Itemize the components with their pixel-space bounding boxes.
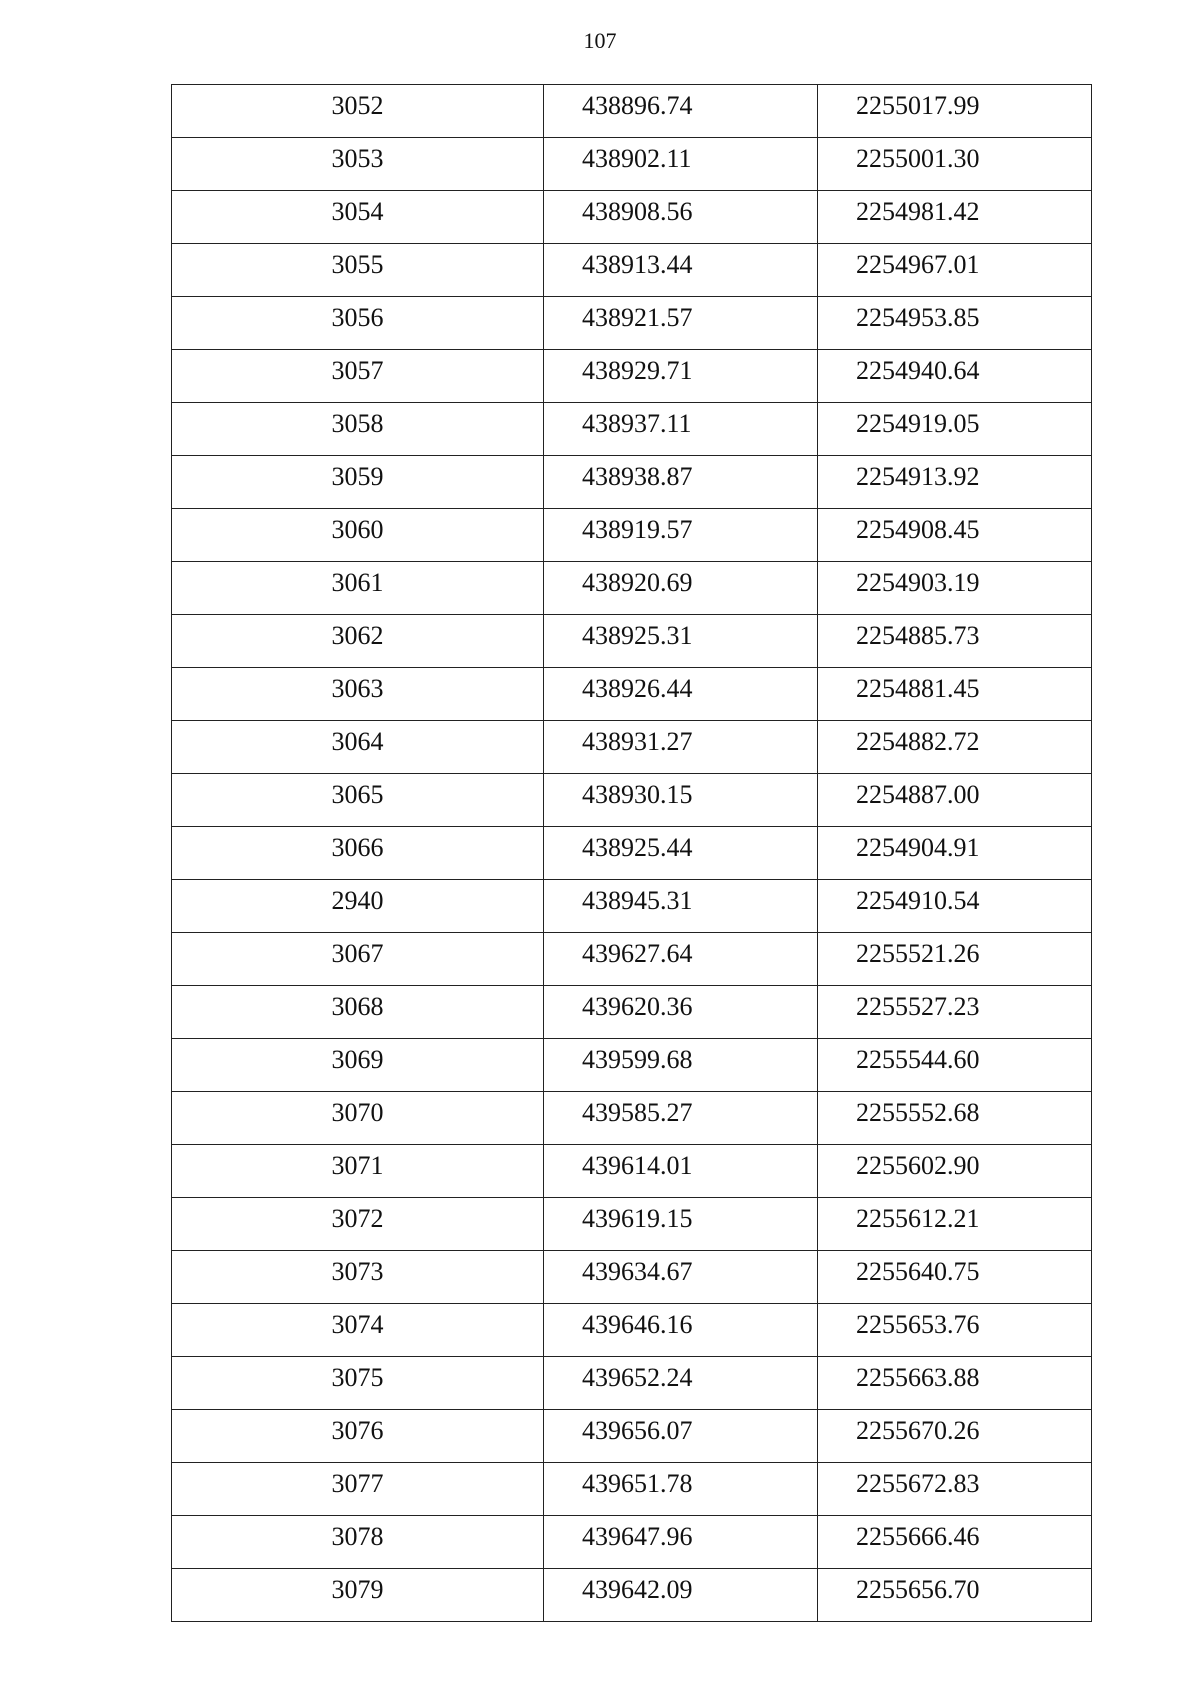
x-coordinate-cell	[544, 1410, 818, 1463]
cell-text: 439614.01	[582, 1151, 693, 1180]
cell-text: 3063	[331, 674, 384, 703]
y-coordinate-cell	[818, 1516, 1092, 1569]
x-coordinate-cell	[544, 350, 818, 403]
point-id-cell	[172, 138, 544, 191]
table-row	[172, 1251, 1092, 1304]
point-id-cell	[172, 1304, 544, 1357]
cell-text: 2254981.42	[856, 197, 980, 226]
x-coordinate-cell	[544, 1039, 818, 1092]
table-row	[172, 1198, 1092, 1251]
cell-text: 3059	[331, 462, 384, 491]
y-coordinate-cell	[818, 827, 1092, 880]
cell-text: 3073	[331, 1257, 384, 1286]
point-id-cell	[172, 403, 544, 456]
table-row	[172, 456, 1092, 509]
x-coordinate-cell	[544, 1198, 818, 1251]
point-id-cell	[172, 615, 544, 668]
cell-text: 2254887.00	[856, 780, 980, 809]
cell-text: 438913.44	[582, 250, 693, 279]
y-coordinate-cell	[818, 721, 1092, 774]
cell-text: 2254910.54	[856, 886, 980, 915]
table-row	[172, 509, 1092, 562]
cell-text: 439651.78	[582, 1469, 693, 1498]
y-coordinate-cell	[818, 403, 1092, 456]
x-coordinate-cell	[544, 933, 818, 986]
table-row	[172, 191, 1092, 244]
y-coordinate-cell	[818, 562, 1092, 615]
point-id-cell	[172, 85, 544, 138]
table-row	[172, 85, 1092, 138]
x-coordinate-cell	[544, 1463, 818, 1516]
y-coordinate-cell	[818, 615, 1092, 668]
table-row	[172, 403, 1092, 456]
x-coordinate-cell	[544, 1516, 818, 1569]
table-row	[172, 297, 1092, 350]
cell-text: 3056	[331, 303, 384, 332]
point-id-cell	[172, 562, 544, 615]
table-body	[172, 85, 1092, 1622]
table-row	[172, 668, 1092, 721]
x-coordinate-cell	[544, 1357, 818, 1410]
x-coordinate-cell	[544, 297, 818, 350]
table-row	[172, 721, 1092, 774]
x-coordinate-cell	[544, 403, 818, 456]
cell-text: 439599.68	[582, 1045, 693, 1074]
cell-text: 439627.64	[582, 939, 693, 968]
cell-text: 439619.15	[582, 1204, 693, 1233]
cell-text: 2255612.21	[856, 1204, 980, 1233]
x-coordinate-cell	[544, 244, 818, 297]
table-row	[172, 986, 1092, 1039]
y-coordinate-cell	[818, 1145, 1092, 1198]
x-coordinate-cell	[544, 456, 818, 509]
y-coordinate-cell	[818, 509, 1092, 562]
y-coordinate-cell	[818, 1251, 1092, 1304]
cell-text: 439642.09	[582, 1575, 693, 1604]
x-coordinate-cell	[544, 1251, 818, 1304]
point-id-cell	[172, 1357, 544, 1410]
x-coordinate-cell	[544, 668, 818, 721]
cell-text: 2254967.01	[856, 250, 980, 279]
cell-text: 3071	[331, 1151, 384, 1180]
cell-text: 2255017.99	[856, 91, 980, 120]
point-id-cell	[172, 774, 544, 827]
point-id-cell	[172, 933, 544, 986]
cell-text: 3067	[331, 939, 384, 968]
point-id-cell	[172, 1039, 544, 1092]
point-id-cell	[172, 1569, 544, 1622]
cell-text: 2254903.19	[856, 568, 980, 597]
table-row	[172, 615, 1092, 668]
x-coordinate-cell	[544, 1145, 818, 1198]
y-coordinate-cell	[818, 1463, 1092, 1516]
point-id-cell	[172, 350, 544, 403]
cell-text: 2254885.73	[856, 621, 980, 650]
y-coordinate-cell	[818, 244, 1092, 297]
x-coordinate-cell	[544, 615, 818, 668]
point-id-cell	[172, 1145, 544, 1198]
cell-text: 2254904.91	[856, 833, 980, 862]
point-id-cell	[172, 1410, 544, 1463]
coordinates-table	[171, 84, 1092, 1622]
cell-text: 438920.69	[582, 568, 693, 597]
table-row	[172, 244, 1092, 297]
point-id-cell	[172, 1463, 544, 1516]
cell-text: 438926.44	[582, 674, 693, 703]
cell-text: 438945.31	[582, 886, 693, 915]
point-id-cell	[172, 827, 544, 880]
y-coordinate-cell	[818, 456, 1092, 509]
table-row	[172, 1463, 1092, 1516]
cell-text: 438937.11	[582, 409, 692, 438]
page-number: 107	[583, 28, 617, 53]
cell-text: 3070	[331, 1098, 384, 1127]
y-coordinate-cell	[818, 1039, 1092, 1092]
x-coordinate-cell	[544, 85, 818, 138]
y-coordinate-cell	[818, 1410, 1092, 1463]
cell-text: 438929.71	[582, 356, 693, 385]
cell-text: 439585.27	[582, 1098, 693, 1127]
table-row	[172, 774, 1092, 827]
cell-text: 2255521.26	[856, 939, 980, 968]
cell-text: 2254908.45	[856, 515, 980, 544]
cell-text: 438902.11	[582, 144, 692, 173]
cell-text: 3065	[331, 780, 384, 809]
point-id-cell	[172, 986, 544, 1039]
table-row	[172, 933, 1092, 986]
cell-text: 2255670.26	[856, 1416, 980, 1445]
cell-text: 3075	[331, 1363, 384, 1392]
x-coordinate-cell	[544, 827, 818, 880]
y-coordinate-cell	[818, 774, 1092, 827]
y-coordinate-cell	[818, 1357, 1092, 1410]
cell-text: 438925.31	[582, 621, 693, 650]
x-coordinate-cell	[544, 880, 818, 933]
cell-text: 3061	[331, 568, 384, 597]
cell-text: 2254919.05	[856, 409, 980, 438]
cell-text: 2255640.75	[856, 1257, 980, 1286]
cell-text: 2255653.76	[856, 1310, 980, 1339]
x-coordinate-cell	[544, 562, 818, 615]
point-id-cell	[172, 1251, 544, 1304]
cell-text: 438930.15	[582, 780, 693, 809]
point-id-cell	[172, 1198, 544, 1251]
cell-text: 438919.57	[582, 515, 693, 544]
cell-text: 2255663.88	[856, 1363, 980, 1392]
point-id-cell	[172, 1092, 544, 1145]
cell-text: 2254913.92	[856, 462, 980, 491]
cell-text: 439646.16	[582, 1310, 693, 1339]
cell-text: 438925.44	[582, 833, 693, 862]
cell-text: 439656.07	[582, 1416, 693, 1445]
y-coordinate-cell	[818, 138, 1092, 191]
x-coordinate-cell	[544, 509, 818, 562]
point-id-cell	[172, 509, 544, 562]
table-row	[172, 138, 1092, 191]
cell-text: 3053	[331, 144, 384, 173]
x-coordinate-cell	[544, 191, 818, 244]
table-row	[172, 1092, 1092, 1145]
cell-text: 3078	[331, 1522, 384, 1551]
cell-text: 3077	[331, 1469, 384, 1498]
cell-text: 3068	[331, 992, 384, 1021]
x-coordinate-cell	[544, 1092, 818, 1145]
x-coordinate-cell	[544, 1569, 818, 1622]
point-id-cell	[172, 668, 544, 721]
cell-text: 2255666.46	[856, 1522, 980, 1551]
x-coordinate-cell	[544, 721, 818, 774]
table-row	[172, 827, 1092, 880]
y-coordinate-cell	[818, 880, 1092, 933]
cell-text: 439634.67	[582, 1257, 693, 1286]
cell-text: 3064	[331, 727, 384, 756]
cell-text: 2254882.72	[856, 727, 980, 756]
table-row	[172, 1569, 1092, 1622]
y-coordinate-cell	[818, 1569, 1092, 1622]
point-id-cell	[172, 244, 544, 297]
cell-text: 2255527.23	[856, 992, 980, 1021]
table-row	[172, 1304, 1092, 1357]
point-id-cell	[172, 191, 544, 244]
table-row	[172, 1145, 1092, 1198]
cell-text: 3055	[331, 250, 384, 279]
cell-text: 3057	[331, 356, 384, 385]
cell-text: 3076	[331, 1416, 384, 1445]
cell-text: 2254881.45	[856, 674, 980, 703]
cell-text: 2255656.70	[856, 1575, 980, 1604]
x-coordinate-cell	[544, 138, 818, 191]
cell-text: 2255552.68	[856, 1098, 980, 1127]
cell-text: 3069	[331, 1045, 384, 1074]
cell-text: 2255602.90	[856, 1151, 980, 1180]
y-coordinate-cell	[818, 986, 1092, 1039]
table-row	[172, 1357, 1092, 1410]
cell-text: 2254953.85	[856, 303, 980, 332]
point-id-cell	[172, 297, 544, 350]
cell-text: 438896.74	[582, 91, 693, 120]
y-coordinate-cell	[818, 1198, 1092, 1251]
y-coordinate-cell	[818, 191, 1092, 244]
cell-text: 438931.27	[582, 727, 693, 756]
table-row	[172, 1039, 1092, 1092]
cell-text: 3072	[331, 1204, 384, 1233]
cell-text: 2255544.60	[856, 1045, 980, 1074]
x-coordinate-cell	[544, 986, 818, 1039]
y-coordinate-cell	[818, 85, 1092, 138]
cell-text: 439652.24	[582, 1363, 693, 1392]
x-coordinate-cell	[544, 774, 818, 827]
cell-text: 438908.56	[582, 197, 693, 226]
table-row	[172, 1410, 1092, 1463]
cell-text: 3058	[331, 409, 384, 438]
cell-text: 439620.36	[582, 992, 693, 1021]
cell-text: 3074	[331, 1310, 384, 1339]
cell-text: 2255672.83	[856, 1469, 980, 1498]
table-row	[172, 350, 1092, 403]
cell-text: 3062	[331, 621, 384, 650]
cell-text: 438938.87	[582, 462, 693, 491]
cell-text: 3066	[331, 833, 384, 862]
cell-text: 2940	[331, 886, 384, 915]
point-id-cell	[172, 721, 544, 774]
table-row	[172, 562, 1092, 615]
y-coordinate-cell	[818, 668, 1092, 721]
table-row	[172, 1516, 1092, 1569]
cell-text: 439647.96	[582, 1522, 693, 1551]
point-id-cell	[172, 880, 544, 933]
point-id-cell	[172, 456, 544, 509]
y-coordinate-cell	[818, 350, 1092, 403]
y-coordinate-cell	[818, 1092, 1092, 1145]
y-coordinate-cell	[818, 297, 1092, 350]
cell-text: 3052	[331, 91, 384, 120]
cell-text: 3054	[331, 197, 384, 226]
x-coordinate-cell	[544, 1304, 818, 1357]
y-coordinate-cell	[818, 1304, 1092, 1357]
table-row	[172, 880, 1092, 933]
y-coordinate-cell	[818, 933, 1092, 986]
cell-text: 438921.57	[582, 303, 693, 332]
point-id-cell	[172, 1516, 544, 1569]
cell-text: 2254940.64	[856, 356, 980, 385]
cell-text: 2255001.30	[856, 144, 980, 173]
cell-text: 3079	[331, 1575, 384, 1604]
cell-text: 3060	[331, 515, 384, 544]
